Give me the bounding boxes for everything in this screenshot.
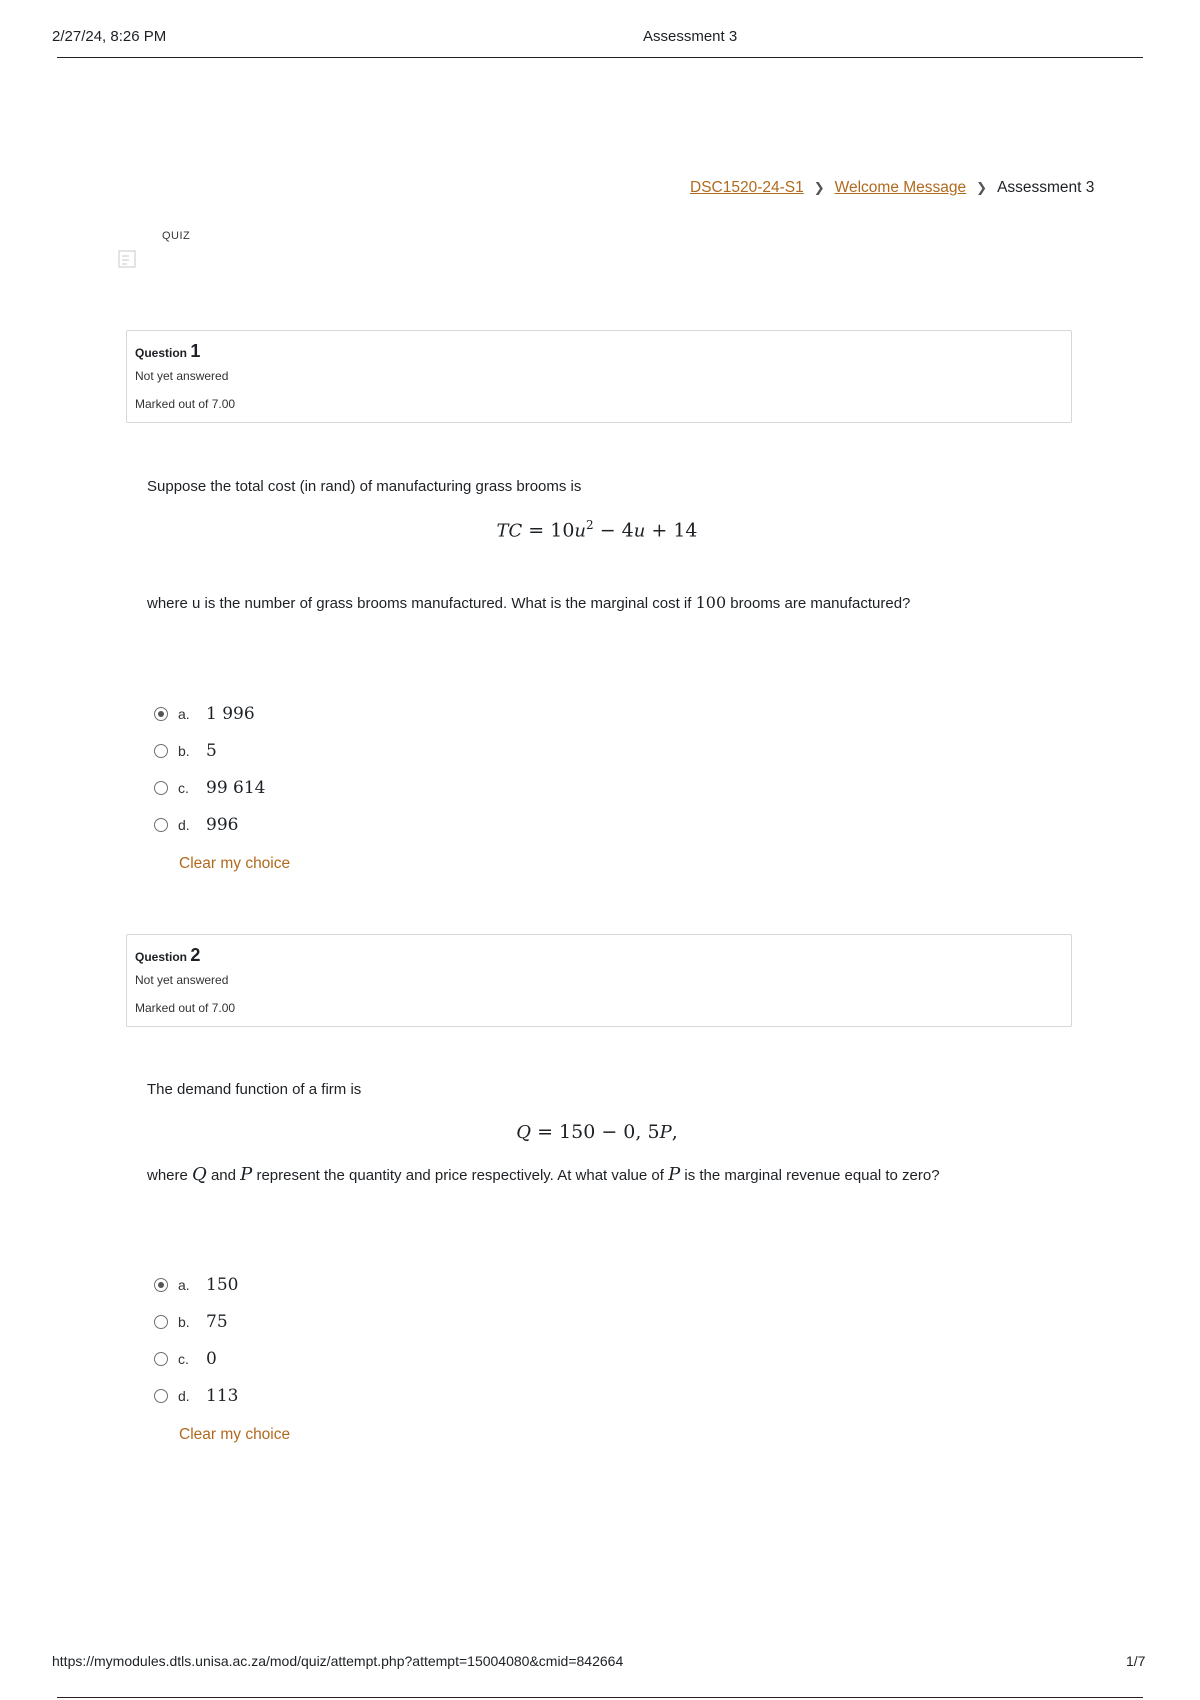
question-2-formula: [147, 1121, 1047, 1143]
question-2-text: [147, 1164, 940, 1185]
question-label: Question: [135, 346, 188, 360]
q1-answer-c[interactable]: [154, 776, 265, 800]
footer-divider: [57, 1697, 1143, 1698]
question-grade: Marked out of 7.00: [135, 397, 236, 411]
question-text-part: represent the quantity and price respectively. At what value of: [252, 1167, 669, 1184]
print-datetime: 2/27/24, 8:26 PM: [52, 28, 167, 45]
radio-button[interactable]: [154, 1315, 168, 1329]
question-state: Not yet answered: [135, 369, 229, 383]
formula-part: = 150 − 0, 5: [531, 1121, 660, 1143]
radio-button[interactable]: [154, 1389, 168, 1403]
formula-var: P: [659, 1122, 672, 1143]
question-text-math: P: [240, 1164, 253, 1185]
q1-answer-b[interactable]: [154, 739, 217, 763]
breadcrumb-current: Assessment 3: [997, 179, 1095, 196]
answer-letter: a.: [178, 1277, 190, 1293]
question-text-math: 100: [695, 593, 727, 612]
print-footer-url: https://mymodules.dtls.unisa.ac.za/mod/quiz/attempt.php?attempt=15004080&cmid=842664: [52, 1653, 624, 1669]
answer-value: 113: [206, 1386, 239, 1406]
question-text-part: and: [206, 1167, 241, 1184]
activity-type-label: QUIZ: [162, 230, 191, 242]
radio-button[interactable]: [154, 1352, 168, 1366]
question-number-value: 1: [190, 341, 201, 361]
radio-button[interactable]: [154, 781, 168, 795]
question-2-intro: The demand function of a firm is: [147, 1081, 362, 1098]
radio-button[interactable]: [154, 818, 168, 832]
question-1-formula: [147, 518, 1047, 541]
breadcrumb: [690, 179, 1094, 197]
question-label: Question: [135, 950, 188, 964]
question-number: [135, 945, 200, 966]
q2-clear-choice-link[interactable]: Clear my choice: [179, 1426, 291, 1443]
q1-answer-d[interactable]: [154, 813, 238, 837]
q1-clear-choice-link[interactable]: Clear my choice: [179, 855, 291, 872]
formula-lhs: Q: [516, 1122, 532, 1143]
answer-letter: d.: [178, 817, 190, 833]
question-number: [135, 341, 200, 362]
formula-part: = 10: [522, 519, 575, 542]
answer-value: 1 996: [206, 704, 255, 724]
answer-value: 996: [206, 815, 239, 835]
answer-value: 0: [206, 1349, 217, 1369]
chevron-right-icon: ❯: [813, 180, 825, 195]
question-text-part: where: [147, 1167, 193, 1184]
answer-letter: c.: [178, 1351, 189, 1367]
question-1-intro: Suppose the total cost (in rand) of manufacturing grass brooms is: [147, 478, 582, 495]
question-text-part: brooms are manufactured?: [726, 595, 911, 612]
q2-answer-a[interactable]: [154, 1273, 238, 1297]
breadcrumb-course-link[interactable]: DSC1520-24-S1: [690, 179, 804, 196]
formula-part: ,: [671, 1121, 678, 1143]
question-grade: Marked out of 7.00: [135, 1001, 236, 1015]
question-2-info: [126, 934, 1072, 1027]
q2-answer-d[interactable]: [154, 1384, 238, 1408]
header-divider: [57, 57, 1143, 58]
question-1-info: [126, 330, 1072, 423]
formula-lhs: TC: [496, 520, 523, 542]
question-number-value: 2: [190, 945, 201, 965]
question-text-math: Q: [192, 1164, 207, 1185]
radio-button[interactable]: [154, 744, 168, 758]
answer-value: 75: [206, 1312, 228, 1332]
radio-button-checked[interactable]: [154, 1278, 168, 1292]
quiz-icon: [118, 250, 136, 268]
radio-button-checked[interactable]: [154, 707, 168, 721]
q2-answer-c[interactable]: [154, 1347, 217, 1371]
print-footer-page: 1/7: [1126, 1653, 1146, 1669]
answer-letter: b.: [178, 1314, 190, 1330]
answer-value: 99 614: [206, 778, 266, 798]
breadcrumb-section-link[interactable]: Welcome Message: [834, 179, 967, 196]
answer-letter: a.: [178, 706, 190, 722]
question-text-math: P: [668, 1164, 681, 1185]
formula-part: − 4: [593, 519, 634, 542]
answer-value: 150: [206, 1275, 239, 1295]
formula-exponent: 2: [586, 518, 594, 532]
formula-part: + 14: [645, 519, 698, 542]
question-text-part: where u is the number of grass brooms manufactured. What is the marginal cost if: [147, 595, 696, 612]
question-text-part: is the marginal revenue equal to zero?: [680, 1167, 940, 1184]
question-1-text: [147, 593, 910, 612]
formula-var: u: [574, 520, 587, 542]
question-state: Not yet answered: [135, 973, 229, 987]
chevron-right-icon: ❯: [976, 180, 988, 195]
print-title: Assessment 3: [643, 28, 738, 45]
formula-var: u: [633, 520, 646, 542]
answer-value: 5: [206, 741, 217, 761]
q2-answer-b[interactable]: [154, 1310, 228, 1334]
answer-letter: c.: [178, 780, 189, 796]
q1-answer-a[interactable]: [154, 702, 255, 726]
answer-letter: b.: [178, 743, 190, 759]
answer-letter: d.: [178, 1388, 190, 1404]
